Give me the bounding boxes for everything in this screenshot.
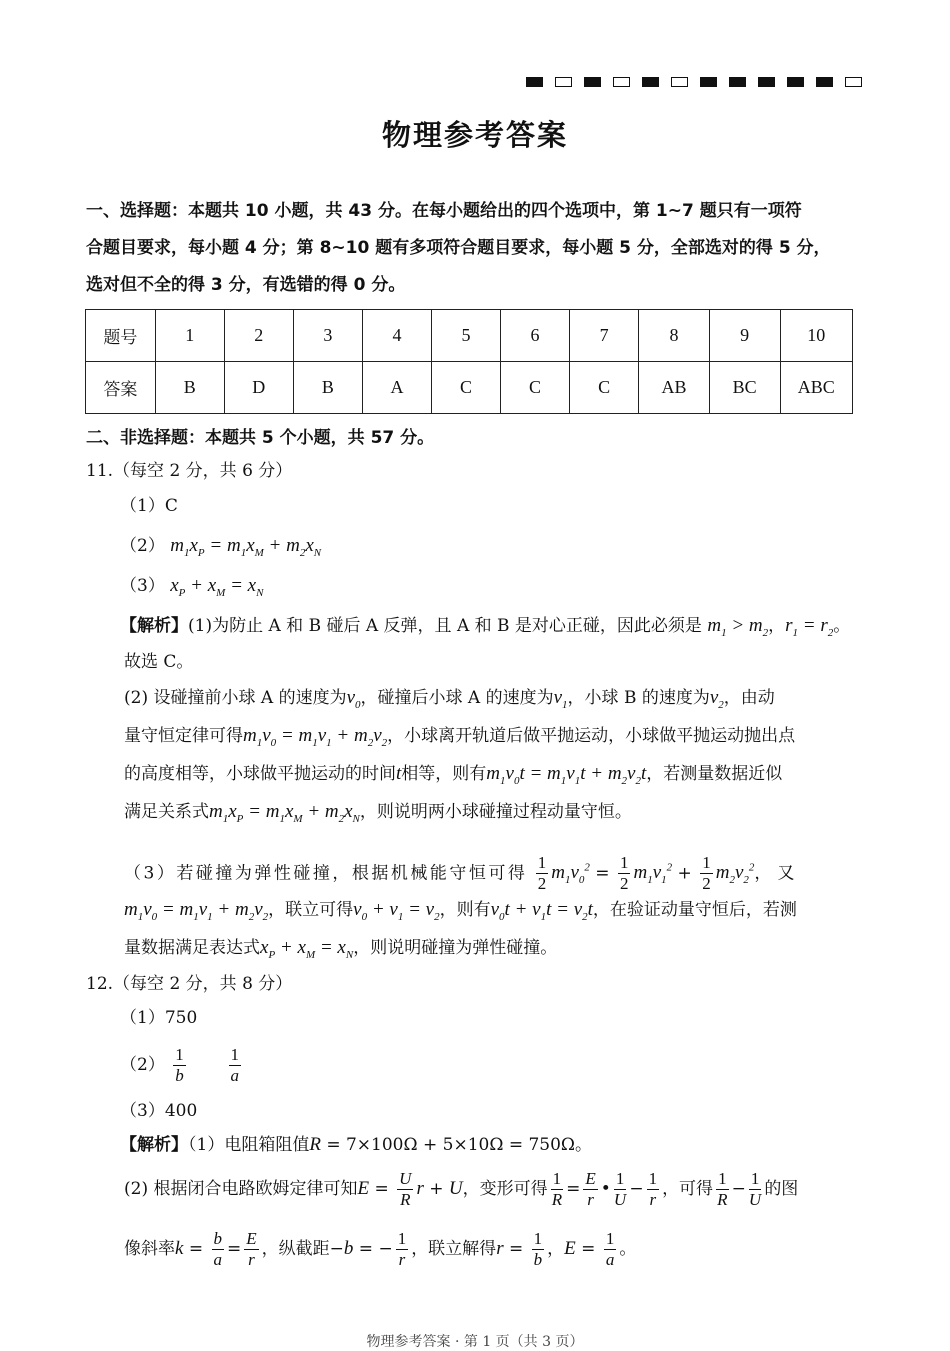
answer-cell: BC (709, 362, 780, 414)
question-number: 3 (293, 310, 362, 362)
answer-cell: B (293, 362, 362, 414)
q11-analysis-3-line1: （3）若碰撞为弹性碰撞，根据机械能守恒可得 $\frac{1}{2}$ $m_1v_0^2$ = $\frac{1}{2}$ $m_1v_1^2$ + $\frac{1}{2}$ $m_2v_2^2$，又 (124, 853, 801, 894)
empty-mark (671, 77, 688, 87)
filled-mark (700, 77, 717, 87)
answer-cell: B (155, 362, 224, 414)
question-number: 2 (224, 310, 293, 362)
q11-analysis-1: 【解析】(1)为防止 A 和 B 碰后 A 反弹，且 A 和 B 是对心正碰，因此必须是 $m_1 > m_2$，$r_1 = r_2$。 (120, 615, 851, 639)
header-marks (526, 77, 862, 87)
q12-header: 12.（每空 2 分，共 8 分） (86, 974, 293, 994)
question-number: 4 (362, 310, 431, 362)
q12-analysis-1: 【解析】（1）电阻箱阻值R = 7×100Ω + 5×10Ω = 750Ω。 (120, 1134, 593, 1155)
question-number: 7 (570, 310, 639, 362)
table-row (86, 362, 853, 414)
filled-mark (642, 77, 659, 87)
question-number: 5 (432, 310, 501, 362)
question-number: 1 (155, 310, 224, 362)
q11-analysis-1b: 故选 C。 (124, 652, 194, 672)
empty-mark (555, 77, 572, 87)
q11-analysis-2-line3: 的高度相等，小球做平抛运动的时间t相等，则有$m_1v_0t = m_1v_1t + m_2v_2t$，若测量数据近似 (124, 763, 783, 787)
filled-mark (758, 77, 775, 87)
row-label-answer: 答案 (86, 362, 156, 414)
q12-analysis-2-line1: (2) 根据闭合电路欧姆定律可知E = $\frac{U}{R}$ r + U，变形可得 $\frac{1}{R}$ = $\frac{E}{r}$ • $\frac{1}{U}$ − $\frac{1}{r}$ ，可得 $\frac{1}{R}$ − $\frac{1}{U}$ 的图 (124, 1169, 799, 1209)
answer-cell: C (432, 362, 501, 414)
q12-part1: （1）750 (120, 1008, 198, 1028)
row-label-number: 题号 (86, 310, 156, 362)
answer-cell: A (362, 362, 431, 414)
q11-part3: （3） $x_P + x_M = x_N$ (120, 575, 264, 599)
filled-mark (787, 77, 804, 87)
filled-mark (729, 77, 746, 87)
answer-cell: D (224, 362, 293, 414)
section1-line1: 一、选择题：本题共 10 小题，共 43 分。在每小题给出的四个选项中，第 1~7 题只有一项符 (86, 201, 802, 221)
filled-mark (526, 77, 543, 87)
empty-mark (845, 77, 862, 87)
filled-mark (816, 77, 833, 87)
q11-analysis-2-line2: 量守恒定律可得$m_1v_0 = m_1v_1 + m_2v_2$，小球离开轨道后做平抛运动，小球做平抛运动抛出点 (124, 725, 796, 749)
question-number: 9 (709, 310, 780, 362)
answer-cell: C (501, 362, 570, 414)
answer-cell: C (570, 362, 639, 414)
q12-analysis-2-line2: 像斜率k = $\frac{b}{a}$ = $\frac{E}{r}$ ，纵截距−b = − $\frac{1}{r}$ ，联立解得r = $\frac{1}{b}$ ，E = $\frac{1}{a}$ 。 (124, 1229, 637, 1269)
q12-part2: （2） $\frac{1}{b}$ $\frac{1}{a}$ (120, 1045, 240, 1085)
q11-header: 11.（每空 2 分，共 6 分） (86, 461, 293, 481)
page-title: 物理参考答案 (381, 118, 568, 152)
filled-mark (584, 77, 601, 87)
q11-part1: （1）C (120, 496, 178, 516)
section2-heading: 二、非选择题：本题共 5 个小题，共 57 分。 (86, 428, 435, 448)
section1-line3: 选对但不全的得 3 分，有选错的得 0 分。 (86, 275, 406, 295)
empty-mark (613, 77, 630, 87)
question-number: 10 (780, 310, 853, 362)
question-number: 8 (639, 310, 710, 362)
answer-cell: AB (639, 362, 710, 414)
q11-analysis-2-line1: (2) 设碰撞前小球 A 的速度为$v_0$，碰撞后小球 A 的速度为$v_1$，小球 B 的速度为$v_2$，由动 (124, 687, 775, 711)
q11-analysis-3-line3: 量数据满足表达式$x_P + x_M = x_N$，则说明碰撞为弹性碰撞。 (124, 937, 558, 961)
answer-table (85, 309, 853, 414)
answer-cell: ABC (780, 362, 853, 414)
section1-line2: 合题目要求，每小题 4 分；第 8~10 题有多项符合题目要求，每小题 5 分，全部选对的得 5 分， (86, 238, 831, 258)
table-row (86, 310, 853, 362)
page-footer: 物理参考答案 · 第 1 页（共 3 页） (366, 1334, 584, 1350)
q11-analysis-2-line4: 满足关系式$m_1x_P = m_1x_M + m_2x_N$，则说明两小球碰撞过程动量守恒。 (124, 801, 632, 825)
question-number: 6 (501, 310, 570, 362)
q12-part3: （3）400 (120, 1101, 198, 1121)
q11-analysis-3-line2: $m_1v_0 = m_1v_1 + m_2v_2$，联立可得$v_0 + v_1 = v_2$，则有$v_0t + v_1t = v_2t$，在验证动量守恒后，若测 (124, 899, 797, 923)
q11-part2: （2） $m_1x_P = m_1x_M + m_2x_N$ (120, 535, 322, 559)
